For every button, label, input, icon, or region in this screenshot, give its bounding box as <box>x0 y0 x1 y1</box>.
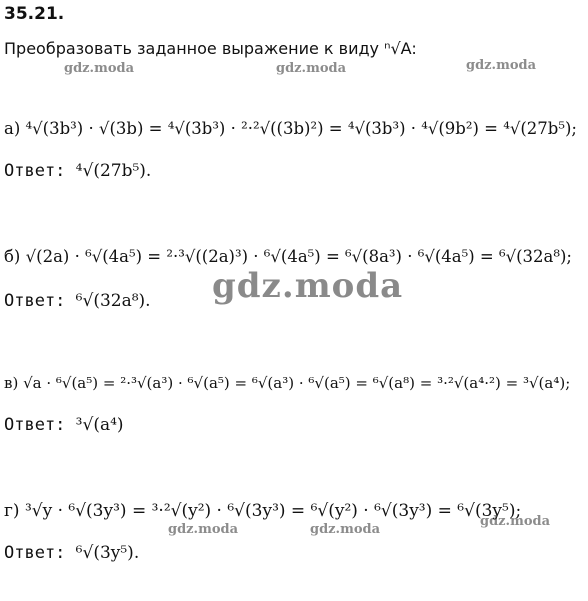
watermark: gdz.moda <box>64 61 135 76</box>
answer-label: Ответ: <box>4 543 66 563</box>
answer-line-part-a <box>4 163 151 180</box>
answer-value: ⁶√(3y⁵). <box>75 543 140 563</box>
watermark-large: gdz.moda <box>212 266 404 306</box>
answer-line-part-d <box>4 545 139 562</box>
watermark: gdz.moda <box>466 58 537 73</box>
answer-value: ⁴√(27b⁵). <box>75 161 152 181</box>
problem-number: 35.21. <box>4 4 65 24</box>
watermark: gdz.moda <box>168 522 239 537</box>
equation-part-b: б) √(2a) · ⁶√(4a⁵) = ²·³√((2a)³) · ⁶√(4a⁵) = ⁶√(8a³) · ⁶√(4a⁵) = ⁶√(32a⁸); <box>4 247 572 266</box>
answer-value: ³√(a⁴) <box>75 415 124 435</box>
watermark: gdz.moda <box>310 522 381 537</box>
instruction-text: Преобразовать заданное выражение к виду ⁿ√A: <box>4 39 417 58</box>
equation-part-d: г) ³√y · ⁶√(3y³) = ³·²√(y²) · ⁶√(3y³) = ⁶√(y²) · ⁶√(3y³) = ⁶√(3y⁵); <box>4 501 522 521</box>
equation-part-a: а) ⁴√(3b³) · √(3b) = ⁴√(3b³) · ²·²√((3b)²) = ⁴√(3b³) · ⁴√(9b²) = ⁴√(27b⁵); <box>4 119 577 138</box>
answer-line-part-c <box>4 417 124 434</box>
watermark: gdz.moda <box>480 514 551 529</box>
answer-value: ⁶√(32a⁸). <box>75 291 151 311</box>
answer-label: Ответ: <box>4 161 66 181</box>
answer-label: Ответ: <box>4 415 66 435</box>
answer-label: Ответ: <box>4 291 66 311</box>
watermark: gdz.moda <box>276 61 347 76</box>
answer-line-part-b <box>4 293 151 310</box>
equation-part-c: в) √a · ⁶√(a⁵) = ²·³√(a³) · ⁶√(a⁵) = ⁶√(a³) · ⁶√(a⁵) = ⁶√(a⁸) = ³·²√(a⁴·²) = ³√(a⁴); <box>4 374 571 392</box>
